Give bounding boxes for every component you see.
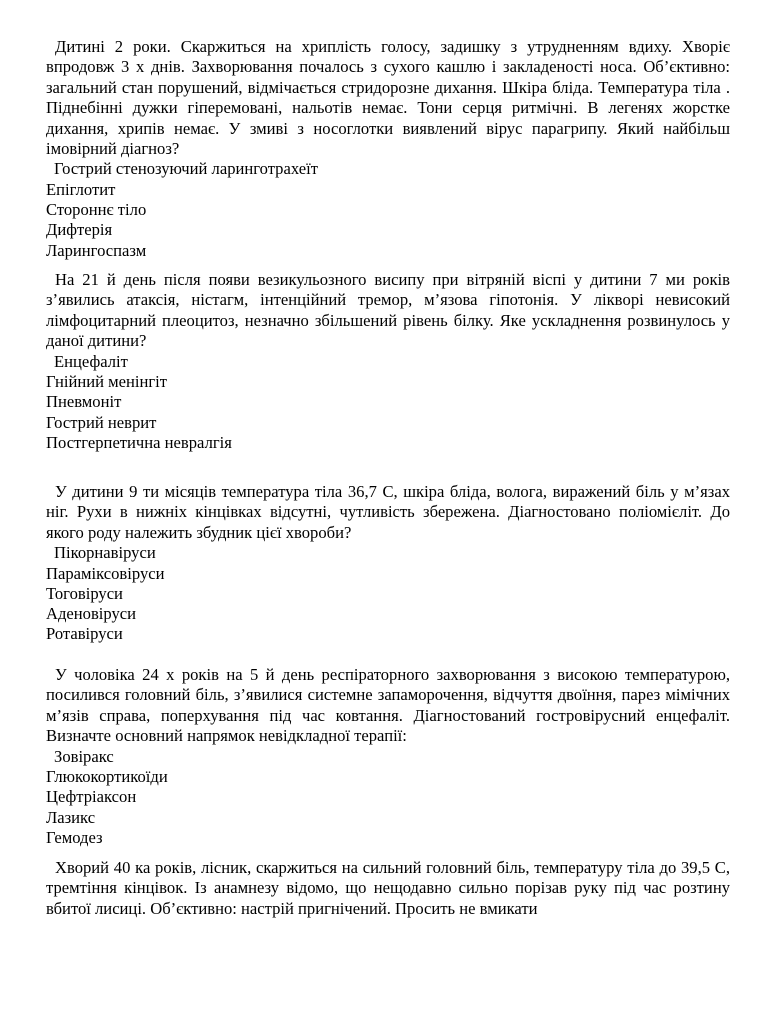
- answer-option: Зовіракс: [54, 746, 114, 766]
- question-2: [46, 270, 730, 453]
- question-5: [46, 858, 730, 919]
- answer-option: Тоговіруси: [46, 583, 123, 603]
- answer-option: Лазикс: [46, 807, 96, 827]
- question-1: [46, 37, 730, 261]
- question-3: [46, 482, 730, 645]
- answer-option: Ротавіруси: [46, 624, 123, 644]
- answer-option: Цефтріаксон: [46, 787, 137, 807]
- answer-option: Параміксовіруси: [46, 563, 165, 583]
- question-text: Хворий 40 ка років, лісник, скаржиться на сильний головний біль, температуру тіла до 39,5 С, тремтіння кінцівок. Із анамнезу відомо, що нещодавно сильно порізав руку під час розтину вбитої лисиці. Об’єктивно: настрій пригнічений. Просить не вмикати: [46, 858, 730, 918]
- answer-option: Гострий неврит: [46, 412, 157, 432]
- answer-option: Епіглотит: [46, 179, 116, 199]
- answer-option: Енцефаліт: [54, 351, 128, 371]
- question-text: На 21 й день після появи везикульозного висипу при вітряній віспі у дитини 7 ми років з’явились атаксія, ністагм, інтенційний тремор, м’язова гіпотонія. У ліквoрі невисокий лімфоцитарний плеоцитоз, незначно збільшений рівень білку. Яке ускладнення розвинулось у даної дитини?: [46, 270, 730, 351]
- question-4: [46, 665, 730, 848]
- answer-options: [46, 747, 730, 848]
- question-text: Дитині 2 роки. Скаржиться на хриплість голосу, задишку з утрудненням вдиху. Хворіє впродовж 3 х днів. Захворювання почалось з сухого кашлю і закладеності носа. Об’єктивно: загальний стан порушений, відмічається стридорозне дихання. Шкіра бліда. Температура тіла . Піднебінні дужки гіперемовані, нальотів немає. Тони серця ритмічні. В легенях жорстке дихання, хрипів немає. У змиві з носоглотки виявлений вірус парагрипу. Який найбільш імовірний діагноз?: [46, 37, 730, 159]
- answer-options: [46, 352, 730, 453]
- answer-options: [46, 543, 730, 644]
- question-text: У чоловіка 24 х років на 5 й день респіраторного захворювання з високою температурою, посилився головний біль, з’явилися системне запаморочення, відчуття двоїння, парез мімічних м’язів справа, поперхування під час ковтання. Діагностований гостровірусний енцефаліт. Визначте основний напрямок невідкладної терапії:: [46, 665, 730, 746]
- answer-option: Гострий стенозуючий ларинготрахеїт: [54, 159, 318, 179]
- answer-option: Гемодез: [46, 827, 103, 847]
- answer-option: Постгерпетична невралгія: [46, 432, 232, 452]
- answer-option: Стороннє тіло: [46, 200, 147, 220]
- answer-options: [46, 159, 730, 260]
- answer-option: Гнійний менінгіт: [46, 371, 168, 391]
- answer-option: Глюкокортикоїди: [46, 766, 168, 786]
- answer-option: Дифтерія: [46, 220, 113, 240]
- answer-option: Пневмоніт: [46, 392, 122, 412]
- answer-option: Аденовіруси: [46, 604, 137, 624]
- question-text: У дитини 9 ти місяців температура тіла 36,7 С, шкіра бліда, волога, виражений біль у м’язах ніг. Рухи в нижніх кінцівках відсутні, чутливість збережена. Діагностовано поліомієліт. До якого роду належить збудник цієї хвороби?: [46, 482, 730, 542]
- answer-option: Пікорнавіруси: [54, 543, 156, 563]
- answer-option: Ларингоспазм: [46, 240, 147, 260]
